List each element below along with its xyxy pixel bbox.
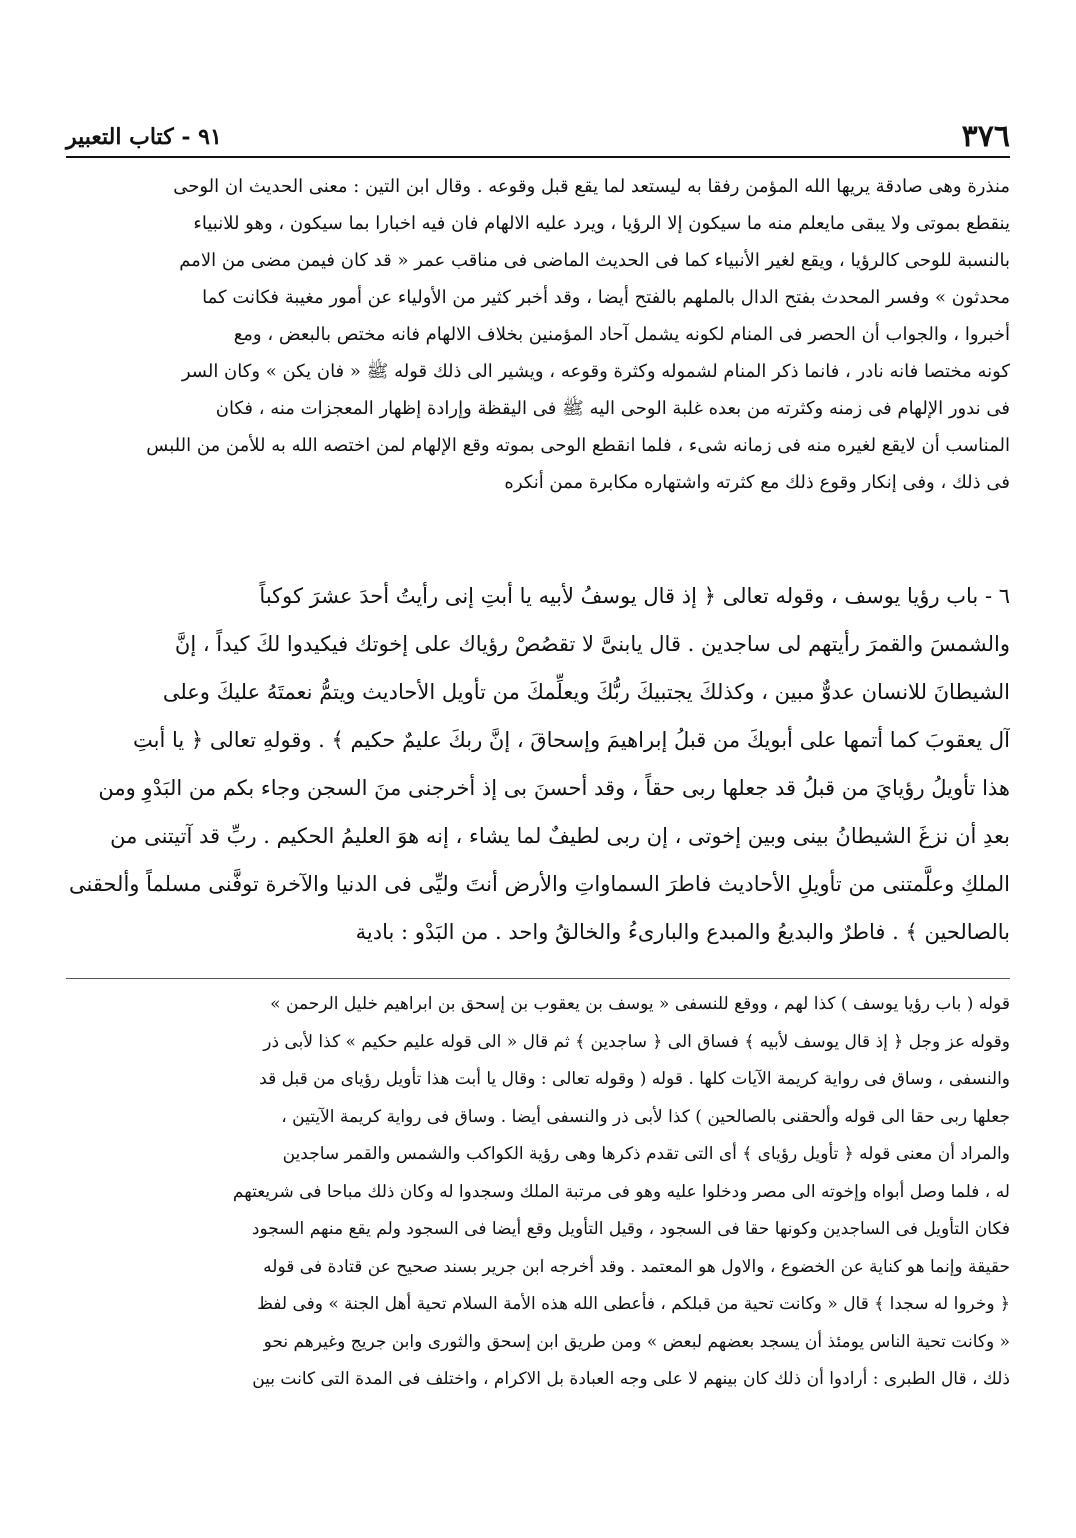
text-line: آل يعقوبَ كما أتمها على أبويكَ من قبلُ إبراهيمَ وإسحاقَ ، إنَّ ربكَ عليمٌ حكيم ﴾ . وقولهِ تعالى ﴿ يا أبتِ [133, 728, 1010, 752]
section-divider [66, 978, 1010, 979]
text-line: فى ذلك ، وفى إنكار وقوع ذلك مع كثرته واشتهاره مكابرة ممن أنكره [504, 472, 1010, 493]
text-line: له ، فلما وصل أبواه وإخوته الى مصر ودخلوا عليه وهو فى مرتبة الملك وسجدوا له وكان ذلك مباحا فى شريعتهم [232, 1181, 1010, 1202]
text-line: فى ندور الإلهام فى زمنه وكثرته من بعده غلبة الوحى اليه ﷺ فى اليقظة وإرادة إظهار المعجزات منه ، فكان [215, 398, 1010, 419]
text-line: ٦ - باب رؤيا يوسف ، وقوله تعالى ﴿ إذ قال يوسفُ لأبيه يا أبتِ إنى رأيتُ أحدَ عشرَ كوكباً [259, 584, 1010, 608]
page-header [66, 108, 1010, 158]
commentary-bottom [66, 986, 1010, 1399]
text-line: كونه مختصا فانه نادر ، فانما ذكر المنام لشموله وكثرة وقوعه ، ويشير الى ذلك قوله ﷺ « فان يكن » وكان السر [181, 361, 1010, 382]
text-line: محدثون » وفسر المحدث بفتح الدال بالملهم بالفتح أيضا ، وقد أخبر كثير من الأولياء عن أمور مغيبة فكانت كما [202, 287, 1010, 308]
text-line: والمراد أن معنى قوله ﴿ تأويل رؤياى ﴾ أى التى تقدم ذكرها وهى رؤية الكواكب والشمس والقمر ساجدين [282, 1144, 1010, 1164]
text-line: ذلك ، قال الطبرى : أرادوا أن ذلك كان بينهم لا على وجه العبادة بل الاكرام ، واختلف فى المدة التى كانت بين [252, 1369, 1010, 1389]
text-line: ﴿ وخروا له سجدا ﴾ قال « وكانت تحية من قبلكم ، فأعطى الله هذه الأمة السلام تحية أهل الجنة » وفى لفظ [257, 1294, 1010, 1314]
page-number: ٣٧٦ [961, 119, 1010, 154]
commentary-top [66, 168, 1010, 501]
text-line: الملكِ وعلَّمتنى من تأويلِ الأحاديث فاطرَ السماواتِ والأرض أنتَ وليِّى فى الدنيا والآخرة توفَّنى مسلماً وألحقنى [69, 872, 1010, 896]
text-line: ينقطع بموتى ولا يبقى مايعلم منه ما سيكون إلا الرؤيا ، ويرد عليه الالهام فان فيه اخبارا بما سيكون ، وهو للانبياء [193, 213, 1010, 234]
text-line: وقوله عز وجل ﴿ إذ قال يوسف لأبيه ﴾ فساق الى ﴿ ساجدين ﴾ ثم قال « الى قوله عليم حكيم » كذا لأبى ذر [263, 1031, 1010, 1052]
text-line: جعلها ربى حقا الى قوله وألحقنى بالصالحين ) كذا لأبى ذر والنسفى أيضا . وساق فى رواية كريمة الآيتين ، [281, 1106, 1010, 1127]
text-line: المناسب أن لايقع لغيره منه فى زمانه شىء ، فلما انقطع الوحى بموته وقع الإلهام لمن اختصه الله به للأمن من اللبس [146, 435, 1010, 456]
text-line: أخبروا ، والجواب أن الحصر فى المنام لكونه يشمل آحاد المؤمنين بخلاف الالهام فانه مختص بالبعض ، ومع [233, 324, 1010, 345]
text-line: بالصالحين ﴾ . فاطرٌ والبديعُ والمبدع والبارىءُ والخالقُ واحد . من البَدْو : بادية [355, 920, 1010, 944]
text-line: قوله ( باب رؤيا يوسف ) كذا لهم ، ووقع للنسفى « يوسف بن يعقوب بن إسحق بن ابراهيم خليل الرحمن » [270, 994, 1010, 1014]
text-line: حقيقة وإنما هو كناية عن الخضوع ، والاول هو المعتمد . وقد أخرجه ابن جرير بسند صحيح عن قتادة فى قوله [263, 1256, 1010, 1277]
text-line: فكان التأويل فى الساجدين وكونها حقا فى السجود ، وقيل التأويل وقع أيضا فى السجود ولم يقع منهم السجود [251, 1219, 1010, 1239]
text-line: منذرة وهى صادقة يريها الله المؤمن رفقا به ليستعد لما يقع قبل وقوعه . وقال ابن التين : معنى الحديث ان الوحى [173, 176, 1010, 197]
text-line: والشمسَ والقمرَ رأيتهم لى ساجدين . قال يابنىَّ لا تقصُصْ رؤياك على إخوتك فيكيدوا لكَ كيداً ، إنَّ [174, 632, 1010, 656]
text-line: والنسفى ، وساق فى رواية كريمة الآيات كلها . قوله ( وقوله تعالى : وقال يا أبت هذا تأويل رؤياى من قبل قد [259, 1069, 1010, 1089]
text-line: بعدِ أن نزغَ الشيطانُ بينى وبين إخوتى ، إن ربى لطيفٌ لما يشاء ، إنه هوَ العليمُ الحكيم . ربِّ قد آتيتنى من [110, 824, 1010, 848]
text-line: هذا تأويلُ رؤيايَ من قبلُ قد جعلها ربى حقاً ، وقد أحسنَ بى إذ أخرجنى منَ السجن وجاء بكم من البَدْوِ ومن [98, 776, 1010, 800]
book-title: ٩١ - كتاب التعبير [66, 124, 222, 150]
hadith-text [66, 572, 1010, 956]
text-line: بالنسبة للوحى كالرؤيا ، ويقع لغير الأنبياء كما فى الحديث الماضى فى مناقب عمر « قد كان فيمن مضى من الامم [179, 250, 1010, 271]
text-line: « وكانت تحية الناس يومئذ أن يسجد بعضهم لبعض » ومن طريق ابن إسحق والثورى وابن جريج وغيرهم نحو [263, 1331, 1010, 1352]
text-line: الشيطانَ للانسان عدوٌّ مبين ، وكذلكَ يجتبيكَ ربُّكَ ويعلِّمكَ من تأويل الأحاديث ويتمُّ نعمتَهُ عليكَ وعلى [162, 680, 1010, 704]
